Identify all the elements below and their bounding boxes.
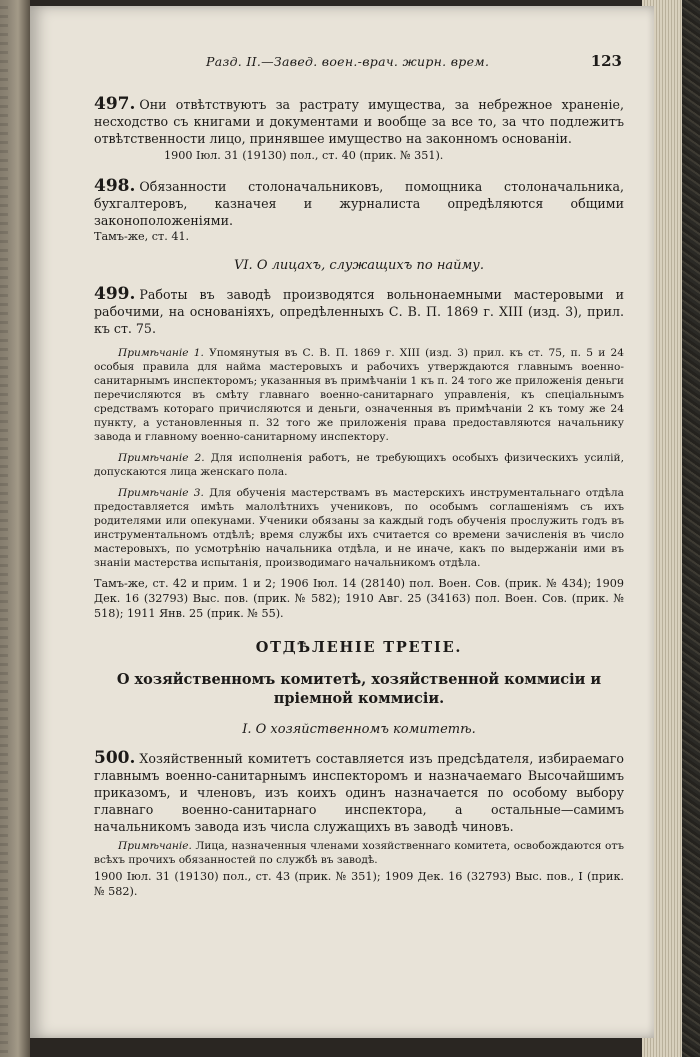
article-500-source: 1900 Іюл. 31 (19130) пол., ст. 43 (прик. № 351); 1909 Дек. 16 (32793) Выс. пов., I (прик. № 582). <box>94 870 624 898</box>
note-3-text: Для обученія мастерствамъ въ мастерскихъ инструментальнаго отдѣла предоставляется имѣть малолѣтнихъ учениковъ, по особымъ соглашеніямъ съ ихъ родителями или опекунами. Ученики обязаны за каждый годъ обученія прослужить годъ въ инструментальномъ отдѣлѣ; время службы ихъ считается со времени зачисленія въ число мастеровыхъ, по усмотрѣнію начальника отдѣла, и не иначе, какъ по выдержаніи ими въ знаніи мастерства испытанія, производимаго начальникомъ отдѣла. <box>94 487 624 569</box>
page-content <box>94 46 624 899</box>
page-number: 123 <box>590 52 622 70</box>
article-498-source: Тамъ-же, ст. 41. <box>94 230 190 243</box>
running-header <box>94 46 624 76</box>
note-1-text: Упомянутыя въ С. В. П. 1869 г. XIII (изд. 3) прил. къ ст. 75, п. 5 и 24 особыя правила для найма мастеровыхъ и рабочихъ утверждаются главнымъ военно-санитарнымъ инспекторомъ; указанныя въ примѣчаніи 1 къ п. 24 того же приложенія деньги перечисляются въ смѣту главнаго военно-санитарнаго управленія, къ спеціальнымъ средствамъ котораго причисляются и деньги, означенныя въ примѣчаніи 2 къ тому же 24 пункту, а установленныя п. 32 того же приложенія права предоставляются начальнику завода и главному военно-санитарному инспектору. <box>94 347 624 443</box>
left-page-fore-edge <box>0 0 8 1057</box>
note-1-label: Примѣчаніе 1. <box>118 347 204 359</box>
article-497-text: Они отвѣтствуютъ за растрату имущества, за небрежное храненіе, несходство съ книгами и документами и вообще за все то, за что подлежитъ отвѣтственности лицо, принявшее имущество на законномъ основаніи. <box>94 97 624 146</box>
article-499 <box>94 286 624 337</box>
article-500-number: 500. <box>94 748 136 768</box>
note-2-text: Для исполненія работъ, не требующихъ особыхъ физическихъ усилій, допускаются лица женскаго пола. <box>94 452 624 478</box>
article-499-text: Работы въ заводѣ производятся вольнонаемными мастеровыми и рабочими, на основаніяхъ, опредѣленныхъ С. В. П. 1869 г. XIII (изд. 3), прил. къ ст. 75. <box>94 287 624 336</box>
book-page <box>30 6 654 1038</box>
left-page-edge <box>0 0 30 1057</box>
note-2-label: Примѣчаніе 2. <box>118 452 205 464</box>
article-499-source: Тамъ-же, ст. 42 и прим. 1 и 2; 1906 Іюл. 14 (28140) пол. Воен. Сов. (прик. № 434); 1909 Дек. 16 (32793) Выс. пов. (прик. № 582); 1910 Авг. 25 (34163) пол. Воен. Сов. (прик. № 518); 1911 Янв. 25 (прик. № 55). <box>94 577 624 620</box>
article-500-note-label: Примѣчаніе. <box>118 840 192 852</box>
article-497-source: 1900 Іюл. 31 (19130) пол., ст. 40 (прик. № 351). <box>164 149 444 162</box>
article-498-number: 498. <box>94 176 136 196</box>
article-500-note <box>94 839 624 867</box>
note-3-label: Примѣчаніе 3. <box>118 487 204 499</box>
article-500 <box>94 750 624 835</box>
article-499-note-3 <box>94 486 624 570</box>
article-498-text: Обязанности столоначальниковъ, помощника столоначальника, бухгалтеровъ, казначея и журналиста опредѣляются общими законоположеніями. <box>94 179 624 228</box>
article-497 <box>94 96 624 147</box>
section-title: О хозяйственномъ комитетѣ, хозяйственной коммисіи и пріемной коммисіи. <box>116 671 602 707</box>
article-499-number: 499. <box>94 284 136 304</box>
subheading-i: I. О хозяйственномъ комитетѣ. <box>242 722 476 737</box>
subheading-vi: VI. О лицахъ, служащихъ по найму. <box>234 258 484 273</box>
article-497-number: 497. <box>94 94 136 114</box>
article-499-note-1 <box>94 346 624 444</box>
section-heading: ОТДѢЛЕНІЕ ТРЕТІЕ. <box>255 639 463 656</box>
article-498 <box>94 178 624 229</box>
article-499-note-2 <box>94 451 624 479</box>
book-cover-edge <box>682 0 700 1057</box>
article-500-note-text: Лица, назначенныя членами хозяйственнаго комитета, освобождаются отъ всѣхъ прочихъ обязанностей по службѣ въ заводѣ. <box>94 840 624 866</box>
article-500-text: Хозяйственный комитетъ составляется изъ предсѣдателя, избираемаго главнымъ военно-санитарнымъ инспекторомъ и назначаемаго Высочайшимъ приказомъ, и членовъ, изъ коихъ одинъ назначается по особому выбору главнаго военно-санитарнаго инспектора, а остальные—самимъ начальникомъ завода изъ числа служащихъ въ заводѣ чиновъ. <box>94 751 624 834</box>
running-title: Разд. II.—Завед. воен.-врач. жирн. врем. <box>206 54 490 69</box>
